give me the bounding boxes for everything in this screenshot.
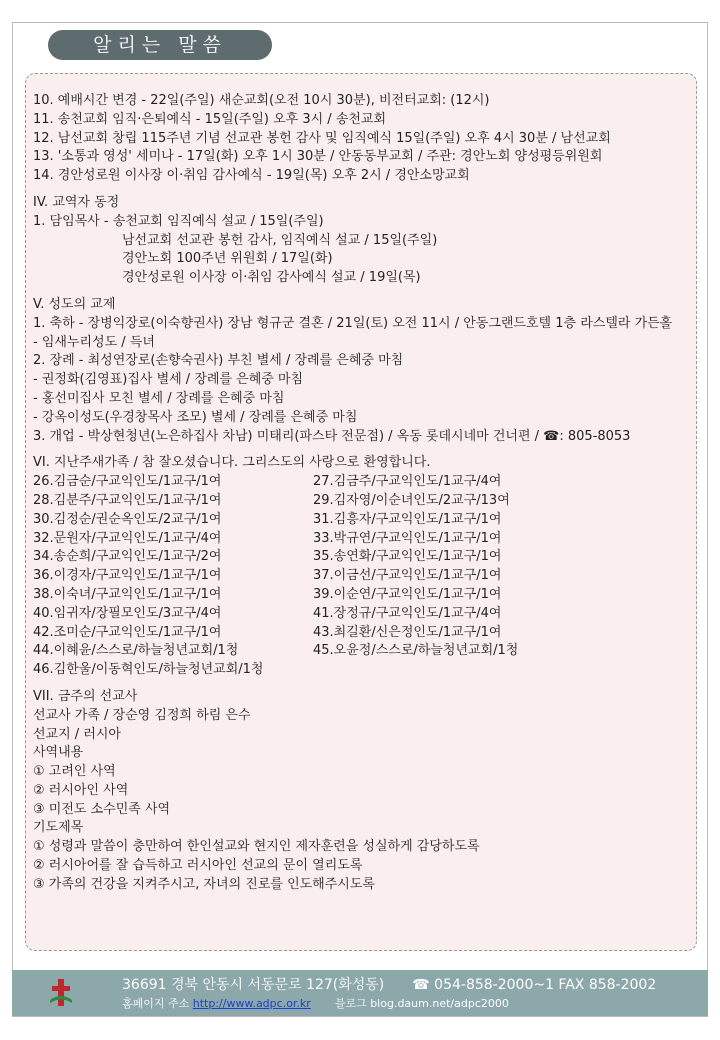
fellowship-item: 1. 축하 - 장병익장로(이숙향권사) 장남 형규군 결혼 / 21일(토) 오전 11시 / 안동그랜드호텔 1층 라스텔라 가든홀 [33, 315, 673, 331]
mission-item: ③ 미전도 소수민족 사역 [33, 801, 171, 817]
notice-item: 14. 경안성로원 이사장 이·취임 감사예식 - 19일(목) 오후 2시 / 경안소망교회 [33, 168, 470, 184]
notice-item: 11. 송천교회 임직·은퇴예식 - 15일(주일) 오후 3시 / 송천교회 [33, 111, 387, 127]
mission-item: 사역내용 [33, 745, 84, 761]
mission-item: ① 성령과 말씀이 충만하여 한인설교와 현지인 제자훈련을 성실하게 감당하도록 [33, 839, 480, 855]
section-heading-mission: VII. 금주의 선교사 [33, 688, 138, 704]
homepage-label: 홈페이지 주소 [122, 997, 190, 1010]
mission-item: 선교사 가족 / 장순영 김정희 하림 은수 [33, 707, 251, 723]
mission-item: 선교지 / 러시아 [33, 726, 121, 742]
visitor-entry: 33.박규연/구교익인도/1교구/1여 [313, 530, 502, 546]
section-heading-fellowship: V. 성도의 교제 [33, 296, 116, 312]
notice-item: 13. '소통과 영성' 세미나 - 17일(화) 오후 1시 30분 / 안동동부교회 / 주관: 경안노회 양성평등위원회 [33, 149, 603, 165]
visitor-list [33, 473, 693, 680]
fellowship-item: - 홍선미집사 모친 별세 / 장례를 은혜중 마침 [33, 390, 285, 406]
fellowship-item: 2. 장례 - 최성연장로(손향숙권사) 부친 별세 / 장례를 은혜중 마침 [33, 353, 404, 369]
visitor-entry: 40.임귀자/장필모인도/3교구/4여 [33, 605, 222, 621]
fellowship-item: - 강옥이성도(우경창목사 조모) 별세 / 장례를 은혜중 마침 [33, 409, 358, 425]
ministry-item: 경안성로원 이사장 이·취임 감사예식 설교 / 19일(목) [122, 270, 421, 286]
ministry-item: 1. 담임목사 - 송천교회 임직예식 설교 / 15일(주일) [33, 213, 324, 229]
visitor-entry: 27.김금주/구교익인도/1교구/4여 [313, 474, 502, 490]
visitor-entry: 46.김한울/이동혁인도/하늘청년교회/1청 [33, 662, 264, 678]
footer-links [122, 995, 509, 1011]
visitor-entry: 44.이혜윤/스스로/하늘청년교회/1청 [33, 643, 239, 659]
visitor-entry: 36.이경자/구교익인도/1교구/1여 [33, 568, 222, 584]
visitor-entry: 38.이숙녀/구교익인도/1교구/1여 [33, 586, 222, 602]
homepage-link[interactable]: http://www.adpc.or.kr [192, 997, 311, 1010]
visitor-entry: 41.장정규/구교익인도/1교구/4여 [313, 605, 502, 621]
notice-item: 10. 예배시간 변경 - 22일(주일) 새순교회(오전 10시 30분), 비전터교회: (12시) [33, 93, 490, 108]
fellowship-item: - 권정화(김영표)집사 별세 / 장례를 은혜중 마침 [33, 372, 304, 388]
visitor-entry: 35.송연화/구교익인도/1교구/1여 [313, 549, 502, 565]
blog-address: 블로그 blog.daum.net/adpc2000 [334, 997, 509, 1010]
church-logo-icon [48, 978, 74, 1008]
mission-item: ② 러시아인 사역 [33, 782, 129, 798]
ministry-item: 남선교회 선교관 봉헌 감사, 임직예식 설교 / 15일(주일) [122, 232, 438, 248]
fellowship-item: - 임새누리성도 / 득녀 [33, 334, 155, 350]
footer-address: 36691 경북 안동시 서동문로 127(화성동) [122, 977, 385, 993]
mission-item: ③ 가족의 건강을 지켜주시고, 자녀의 진로를 인도해주시도록 [33, 876, 375, 892]
visitor-entry: 42.조미순/구교익인도/1교구/1여 [33, 624, 222, 640]
section-heading-ministry: IV. 교역자 동정 [33, 194, 120, 210]
visitor-entry: 28.김분주/구교익인도/1교구/1여 [33, 492, 222, 508]
visitor-entry: 43.최길환/신은정인도/1교구/1여 [313, 624, 502, 640]
fellowship-item: 3. 개업 - 박상현청년(노은하집사 차남) 미태리(파스타 전문점) / 옥동 롯데시네마 건너편 / ☎: 805-8053 [33, 428, 631, 444]
section-heading-visitors: VI. 지난주새가족 / 참 잘오셨습니다. 그리스도의 사랑으로 환영합니다. [33, 455, 431, 471]
mission-item: ② 러시아어를 잘 습득하고 러시아인 선교의 문이 열리도록 [33, 858, 363, 874]
visitor-entry: 26.김금순/구교익인도/1교구/1여 [33, 474, 222, 490]
visitor-entry: 39.이순연/구교익인도/1교구/1여 [313, 586, 502, 602]
visitor-entry: 45.오윤정/스스로/하늘청년교회/1청 [313, 643, 519, 659]
notice-content [33, 92, 693, 895]
visitor-entry: 29.김자영/이순녀인도/2교구/13여 [313, 492, 510, 508]
visitor-entry: 30.김정순/권순옥인도/2교구/1여 [33, 511, 222, 527]
footer-phone: ☎ 054-858-2000~1 FAX 858-2002 [412, 977, 657, 993]
footer-contact [122, 974, 656, 994]
mission-item: ① 고려인 사역 [33, 764, 116, 780]
visitor-entry: 37.이금선/구교익인도/1교구/1여 [313, 568, 502, 584]
visitor-entry: 31.김흥자/구교익인도/1교구/1여 [313, 511, 502, 527]
visitor-entry: 34.송순희/구교익인도/1교구/2여 [33, 549, 222, 565]
page-title: 알리는 말씀 [48, 30, 272, 60]
footer-bar [12, 970, 708, 1016]
visitor-entry: 32.문원자/구교익인도/1교구/4여 [33, 530, 222, 546]
ministry-item: 경안노회 100주년 위원회 / 17일(화) [122, 251, 333, 267]
notice-item: 12. 남선교회 창립 115주년 기념 선교관 봉헌 감사 및 임직예식 15일(주일) 오후 4시 30분 / 남선교회 [33, 130, 611, 146]
mission-item: 기도제목 [33, 820, 84, 836]
